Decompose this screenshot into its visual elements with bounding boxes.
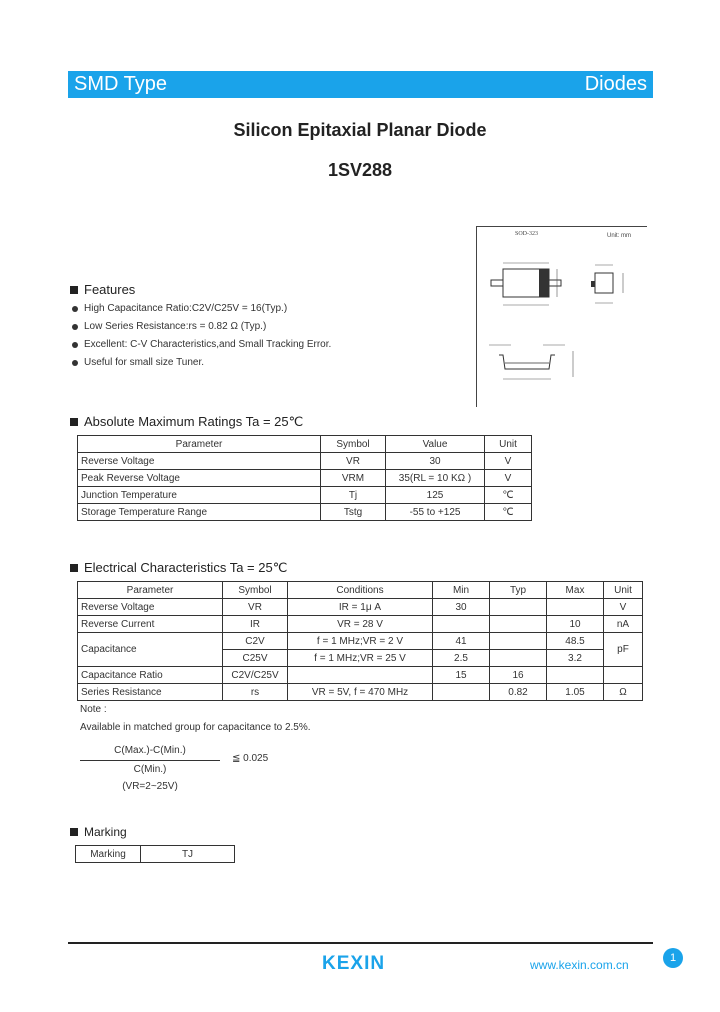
document-title: Silicon Epitaxial Planar Diode: [233, 120, 487, 140]
col-header: Symbol: [321, 436, 386, 453]
bullet-icon: [72, 360, 78, 366]
feature-item: High Capacitance Ratio:C2V/C25V = 16(Typ.): [72, 303, 287, 314]
formula-condition: (VR=2~25V): [122, 781, 178, 792]
table-header-row: [78, 436, 532, 453]
elec-table: [77, 581, 643, 701]
table-row: Capacitance Ratio C2V/C25V 15 16: [78, 667, 643, 684]
table-row: Marking TJ: [76, 846, 235, 863]
formula-denominator: C(Min.): [133, 764, 167, 775]
feature-item: Low Series Resistance:rs = 0.82 Ω (Typ.): [72, 321, 266, 332]
col-header: Unit: [485, 436, 532, 453]
package-unit: Unit: mm: [607, 233, 631, 239]
kexin-logo: KEXIN: [322, 953, 386, 974]
header-bar: [68, 71, 653, 98]
part-number: 1SV288: [327, 160, 393, 180]
section-bullet-icon: [70, 286, 78, 294]
website-link[interactable]: www.kexin.com.cn: [530, 958, 629, 972]
header-type: Diodes: [584, 73, 647, 95]
bullet-icon: [72, 342, 78, 348]
elec-heading: Electrical Characteristics Ta = 25℃: [70, 560, 287, 576]
formula-divider: [80, 760, 220, 761]
col-header: Parameter: [78, 436, 321, 453]
table-row: Reverse Voltage VR 30 V: [78, 453, 532, 470]
section-bullet-icon: [70, 418, 78, 426]
col-header: Value: [386, 436, 485, 453]
formula-limit: ≦ 0.025: [232, 753, 269, 764]
bullet-icon: [72, 324, 78, 330]
section-bullet-icon: [70, 828, 78, 836]
table-row: C25V f = 1 MHz;VR = 25 V 2.5 3.2: [78, 650, 643, 667]
feature-item: Excellent: C-V Characteristics,and Small Tracking Error.: [72, 339, 331, 350]
table-row: Capacitance C2V f = 1 MHz;VR = 2 V 41 48.5 pF: [78, 633, 643, 650]
table-row: Junction Temperature Tj 125 ℃: [78, 487, 532, 504]
table-row: Reverse Current IR VR = 28 V 10 nA: [78, 616, 643, 633]
header-category: SMD Type: [74, 73, 167, 95]
footer-divider: [68, 942, 653, 944]
package-outline-icon: [477, 227, 647, 407]
marking-heading: Marking: [70, 825, 127, 839]
note-label: Note :: [80, 704, 107, 715]
note-text: Available in matched group for capacitance to 2.5%.: [80, 722, 311, 733]
feature-item: Useful for small size Tuner.: [72, 357, 204, 368]
section-bullet-icon: [70, 564, 78, 572]
bullet-icon: [72, 306, 78, 312]
formula-numerator: C(Max.)-C(Min.): [114, 745, 186, 756]
table-row: Peak Reverse Voltage VRM 35(RL = 10 KΩ ) V: [78, 470, 532, 487]
package-drawing: [476, 226, 647, 407]
table-row: Series Resistance rs VR = 5V, f = 470 MHz 0.82 1.05 Ω: [78, 684, 643, 701]
features-heading: Features: [70, 282, 135, 297]
abs-max-heading: Absolute Maximum Ratings Ta = 25℃: [70, 414, 303, 430]
table-header-row: Parameter Symbol Conditions Min Typ Max Unit: [78, 582, 643, 599]
package-name: SOD-323: [515, 231, 539, 237]
page-number: 1: [663, 948, 683, 968]
abs-max-table: [77, 435, 532, 521]
marking-table: [75, 845, 235, 863]
table-row: Reverse Voltage VR IR = 1μ A 30 V: [78, 599, 643, 616]
table-row: Storage Temperature Range Tstg -55 to +125 ℃: [78, 504, 532, 521]
